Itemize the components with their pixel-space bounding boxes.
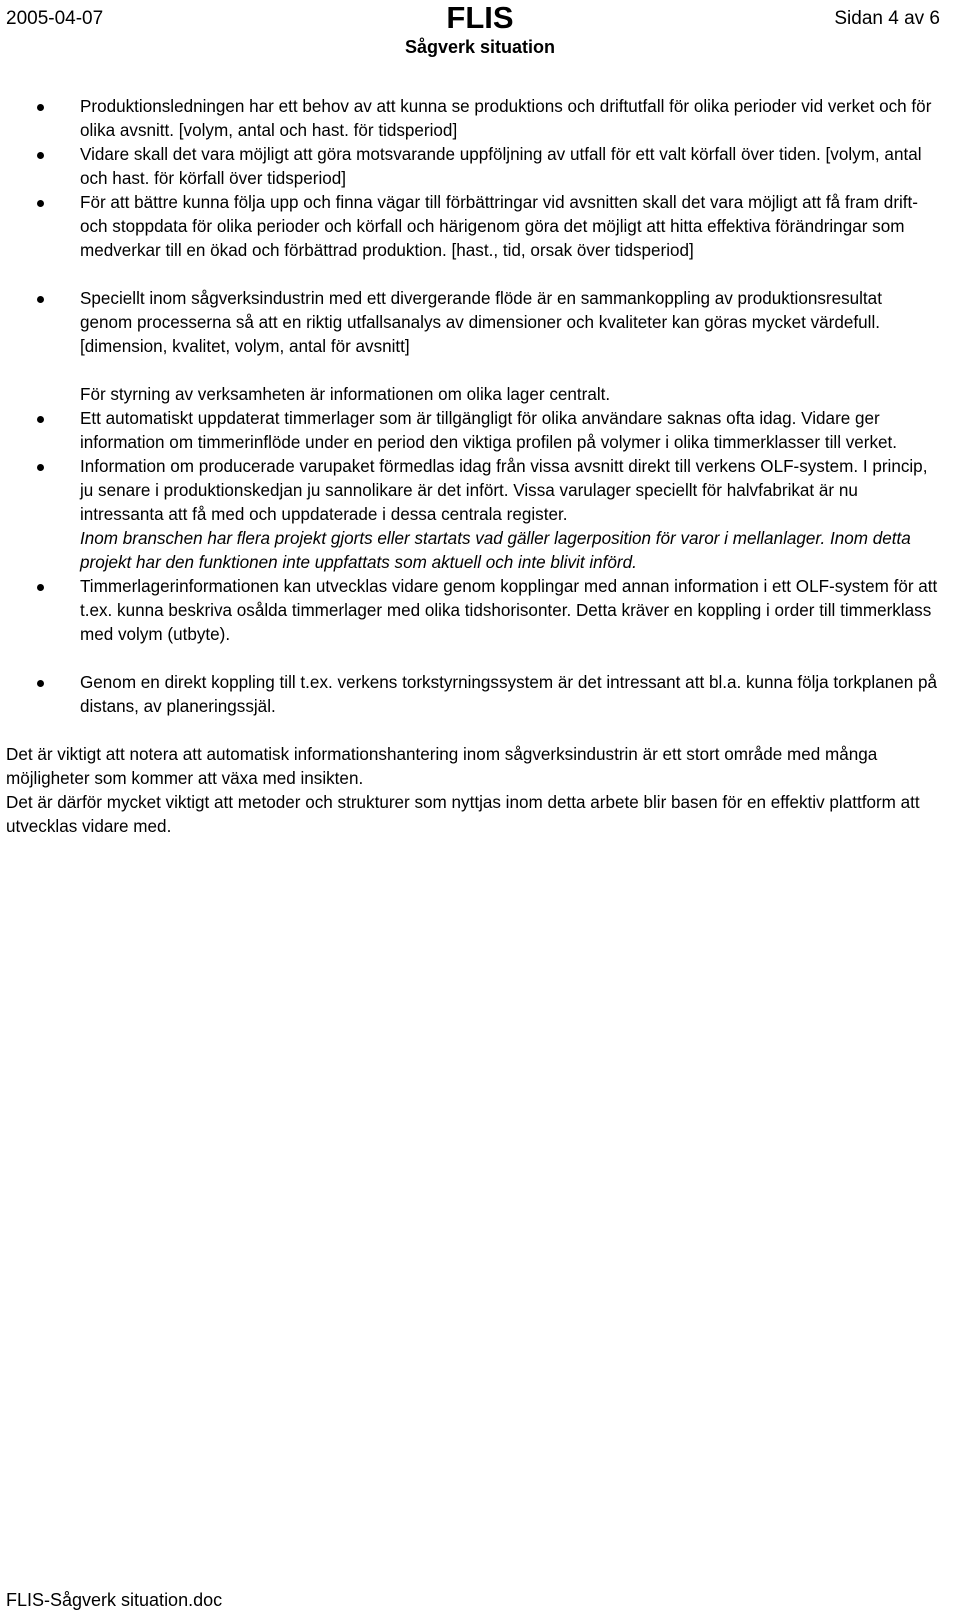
list-item-text: För att bättre kunna följa upp och finna vägar till förbättringar vid avsnitten skall det vara möjligt att få fram drift- och stoppdata för olika perioder och körfall och härigenom göra det möjligt att hitta effektiva förändringar som medverkar till en ökad och förbättrad produktion. [hast., tid, orsak över tidsperiod] (80, 193, 918, 260)
page-number: Sidan 4 av 6 (834, 8, 940, 29)
list-item (0, 671, 960, 719)
list-item-text: Information om producerade varupaket förmedlas idag från vissa avsnitt direkt till verkens OLF-system. I princip, ju senare i produktionskedjan ju sannolikare är det infört. Vissa varulager speciellt för halvfabrikat är nu intressanta att få med och uppdaterade i dessa centrala register. (80, 457, 928, 524)
bullet-icon (37, 416, 44, 423)
list-item-text: Timmerlagerinformationen kan utvecklas vidare genom kopplingar med annan information i ett OLF-system för att t.ex. kunna beskriva osålda timmerlager med olika tidshorisonter. Detta kräver en koppling i order till timmerklass med volym (utbyte). (80, 577, 938, 644)
list-item-text: Vidare skall det vara möjligt att göra motsvarande uppföljning av utfall för ett valt körfall över tiden. [volym, antal och hast. för körfall över tidsperiod] (80, 145, 922, 188)
bullet-icon (37, 152, 44, 159)
closing-paragraph: Det är viktigt att notera att automatisk informationshantering inom sågverksindustrin är ett stort område med många möjligheter som kommer att växa med insikten. (6, 745, 878, 788)
bullet-icon (37, 104, 44, 111)
list-item-text: Speciellt inom sågverksindustrin med ett divergerande flöde är en sammankoppling av produktionsresultat genom processerna så att en riktig utfallsanalys av dimensioner och kvaliteter kan göras mycket värdefull. [dimension, kvalitet, volym, antal för avsnitt] (80, 289, 882, 356)
bullet-icon (37, 584, 44, 591)
bullet-icon (37, 464, 44, 471)
list-item (0, 575, 960, 647)
bullet-icon (37, 680, 44, 687)
list-item-text: Produktionsledningen har ett behov av att kunna se produktions och driftutfall för olika perioder vid verket och för olika avsnitt. [volym, antal och hast. för tidsperiod] (80, 97, 932, 140)
list-item-text: Ett automatiskt uppdaterat timmerlager som är tillgängligt för olika användare saknas ofta idag. Vidare ger information om timmerinflöde under en period den viktiga profilen på volymer i olika timmerklasser till verket. (80, 409, 898, 452)
list-item (0, 407, 960, 455)
list-item (0, 287, 960, 359)
bullet-icon (37, 296, 44, 303)
bullet-icon (37, 200, 44, 207)
closing-paragraph: Det är därför mycket viktigt att metoder och strukturer som nyttjas inom detta arbete blir basen för en effektiv plattform att utvecklas vidare med. (6, 793, 920, 836)
header-subtitle: Sågverk situation (404, 37, 556, 57)
italic-note: Inom branschen har flera projekt gjorts eller startats vad gäller lagerposition för varor i mellanlager. Inom detta projekt har den funktionen inte uppfattats som aktuell och inte blivit införd. (80, 529, 911, 572)
list-item (0, 455, 960, 527)
list-item (0, 95, 960, 143)
header-date: 2005-04-07 (6, 8, 104, 29)
header-title: FLIS (446, 0, 514, 35)
page-footer: FLIS-Sågverk situation.doc (6, 1590, 223, 1610)
document-body (0, 95, 960, 839)
list-item-text: Genom en direkt koppling till t.ex. verkens torkstyrningssystem är det intressant att bl.a. kunna följa torkplanen på distans, av planeringssjäl. (80, 673, 938, 716)
styrning-text: För styrning av verksamheten är informationen om olika lager centralt. (80, 385, 611, 404)
list-item (0, 191, 960, 263)
list-item (0, 143, 960, 191)
